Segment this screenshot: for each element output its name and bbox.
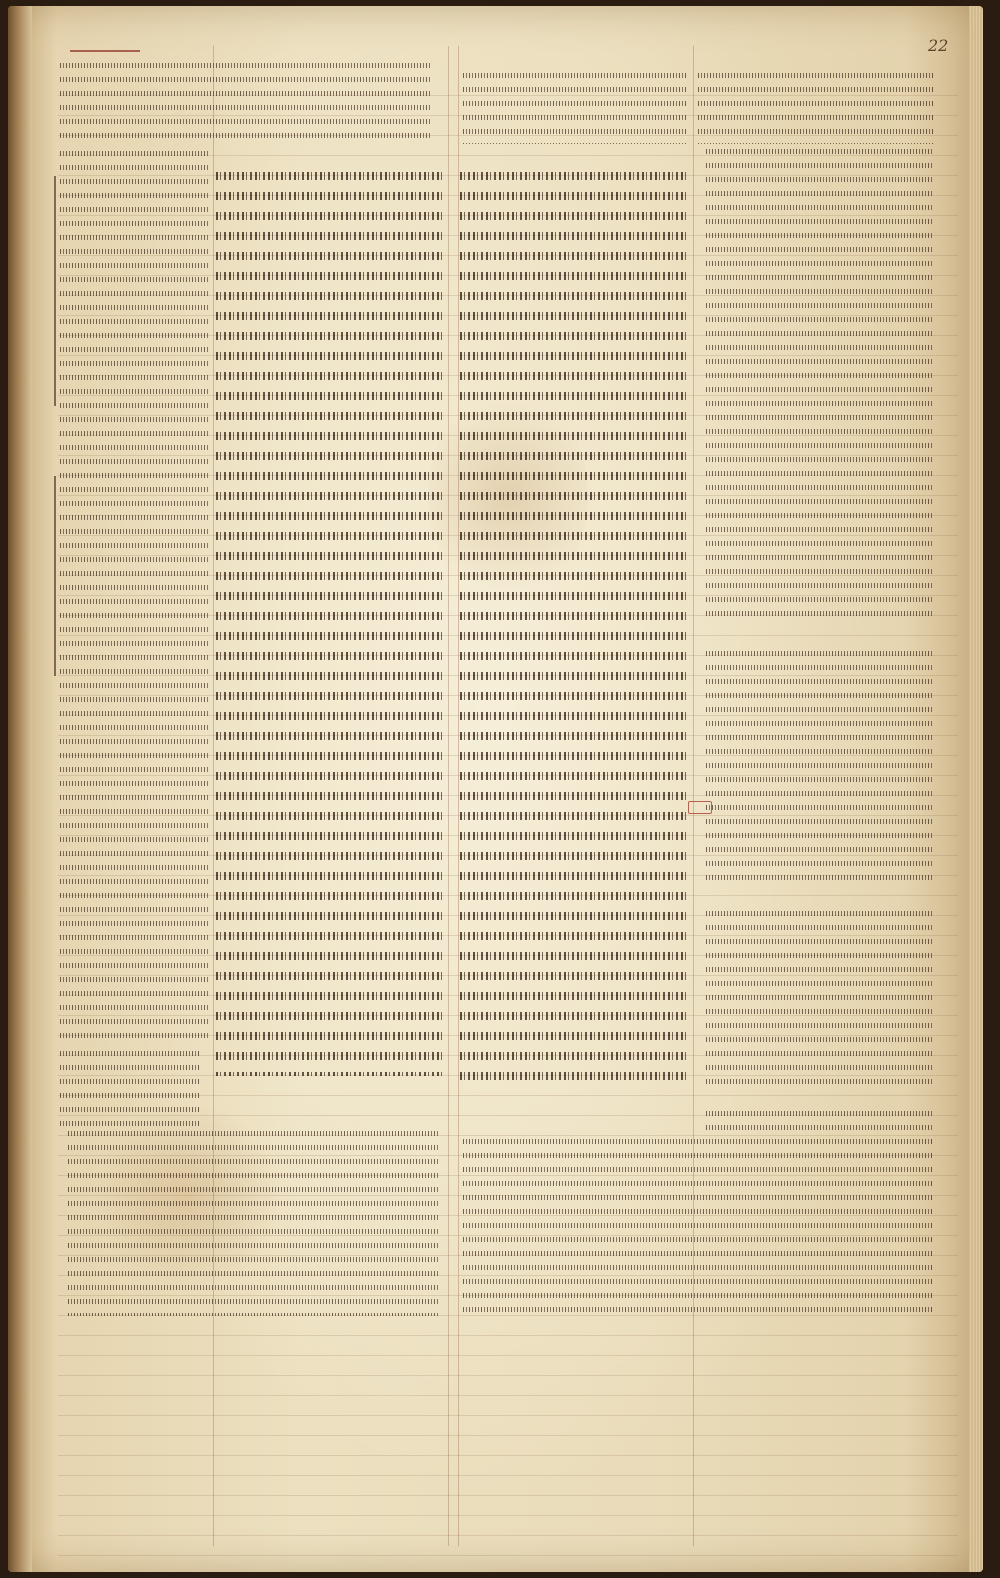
right-margin-gloss	[706, 144, 934, 624]
upper-gloss-block	[60, 58, 432, 146]
upper-gloss-block-right	[463, 68, 688, 144]
folio-number: 22	[928, 36, 949, 55]
lower-gloss-left	[68, 1126, 440, 1316]
manuscript-page	[8, 6, 983, 1572]
right-margin-gloss-lower	[706, 906, 934, 1086]
ruling-vertical	[213, 46, 214, 1546]
ruling-vertical	[448, 46, 449, 1546]
nota-mark	[688, 801, 712, 814]
ruling-vertical	[458, 46, 459, 1546]
binding-gutter	[8, 6, 32, 1572]
ruling-vertical	[693, 46, 694, 1546]
gloss-bracket	[54, 176, 56, 406]
gloss-bracket	[54, 476, 56, 676]
red-flourish	[70, 50, 140, 52]
main-text-column-2	[460, 166, 688, 1086]
left-margin-gloss	[60, 146, 210, 1046]
right-margin-gloss-end	[706, 1106, 934, 1136]
main-text-column-1	[216, 166, 444, 1076]
right-margin-gloss-middle	[706, 646, 934, 886]
left-margin-gloss-lower	[60, 1046, 200, 1126]
fore-edge	[969, 6, 983, 1572]
lower-gloss-right	[463, 1134, 933, 1320]
upper-gloss-block-far-right	[698, 68, 933, 144]
